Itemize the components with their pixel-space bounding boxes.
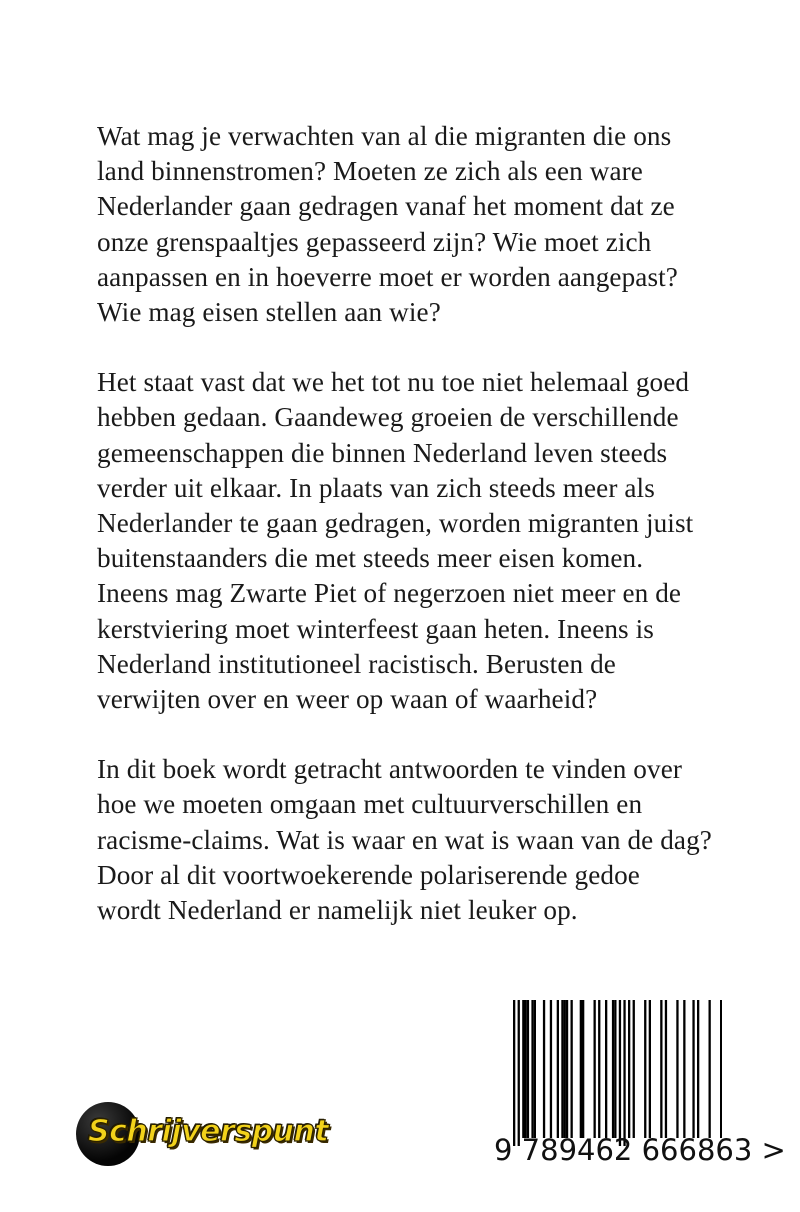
barcode-bar [644,1000,646,1138]
blurb-line: aanpassen en in hoeverre moet er worden aangepast? [97,261,678,292]
barcode-bar [594,1000,596,1138]
blurb-line: verwijten over en weer op waan of waarheid? [97,684,598,715]
barcode-bar [564,1000,566,1138]
barcode-bar [692,1000,694,1138]
barcode-bar [628,1000,630,1138]
barcode-bar [612,1000,614,1138]
blurb-line: Wat mag je verwachten van al die migranten die ons [97,121,672,151]
blurb-line: gemeenschappen die binnen Nederland leven steeds [97,437,668,468]
barcode-bar [683,1000,685,1138]
barcode-bar [531,1000,533,1138]
barcode-guard-bar [623,1000,625,1146]
isbn-digits: 9 789462 666863 > [494,1133,786,1167]
blurb-line: Wie mag eisen stellen aan wie? [97,297,441,328]
blurb-line: Ineens mag Zwarte Piet of negerzoen niet meer en de [97,578,682,609]
blurb-line: Het staat vast dat we het tot nu toe niet helemaal goed [97,367,690,398]
barcode-bar [709,1000,711,1138]
barcode-bar [633,1000,635,1138]
blurb-line: Nederlander gaan gedragen vanaf het moment dat ze [97,191,675,222]
blurb-line: In dit boek wordt getracht antwoorden te vinden over [97,754,683,785]
barcode-bar [582,1000,584,1138]
barcode-bar [580,1000,582,1138]
publisher-logo [76,1102,346,1168]
barcode-bar [598,1000,600,1138]
barcode-bars-icon [494,996,722,1146]
blurb-line: verder uit elkaar. In plaats van zich steeds meer als [97,472,655,503]
blurb-line: hebben gedaan. Gaandeweg groeien de verschillende [97,402,679,433]
barcode-guard-bar [513,1000,515,1146]
barcode-bar [571,1000,573,1138]
barcode-bar [676,1000,678,1138]
back-cover-blurb [97,119,722,963]
blurb-paragraph-1 [97,119,722,330]
barcode-bar [522,1000,524,1138]
barcode-guard-bar [619,1000,621,1146]
barcode-bar [649,1000,651,1138]
blurb-line: hoe we moeten omgaan met cultuurverschillen en [97,789,643,820]
blurb-line: land binnenstromen? Moeten ze zich als een ware [97,156,643,187]
barcode-bar [543,1000,545,1138]
blurb-line: Nederlander te gaan gedragen, worden migranten juist [97,508,694,539]
barcode-guard-bar [518,1000,520,1146]
barcode-bar [566,1000,568,1138]
blurb-line: kerstviering moet winterfeest gaan heten. Ineens is [97,613,654,644]
barcode-bar [697,1000,699,1138]
barcode-bar [525,1000,527,1138]
blurb-paragraph-3 [97,752,722,928]
barcode-bar [720,1000,722,1138]
blurb-line: buitenstaanders die met steeds meer eisen komen. [97,543,644,574]
blurb-line: onze grenspaaltjes gepasseerd zijn? Wie moet zich [97,226,652,257]
barcode-bar [614,1000,616,1138]
publisher-logo-text: Schrijverspunt [88,1114,329,1149]
barcode-bar [534,1000,536,1138]
barcode-bar [557,1000,559,1138]
blurb-line: Nederland institutioneel racistisch. Berusten de [97,648,616,679]
barcode-bar [660,1000,662,1138]
blurb-line: racisme-claims. Wat is waar en wat is waan van de dag? [97,824,712,855]
blurb-line: Door al dit voortwoekerende polariserende gedoe [97,859,640,890]
isbn-barcode [494,996,786,1174]
barcode-bar [605,1000,607,1138]
barcode-bar [561,1000,563,1138]
blurb-line: wordt Nederland er namelijk niet leuker op. [97,895,578,926]
barcode-bar [665,1000,667,1138]
blurb-paragraph-2 [97,365,722,717]
barcode-bar [550,1000,552,1138]
barcode-bar [527,1000,529,1138]
